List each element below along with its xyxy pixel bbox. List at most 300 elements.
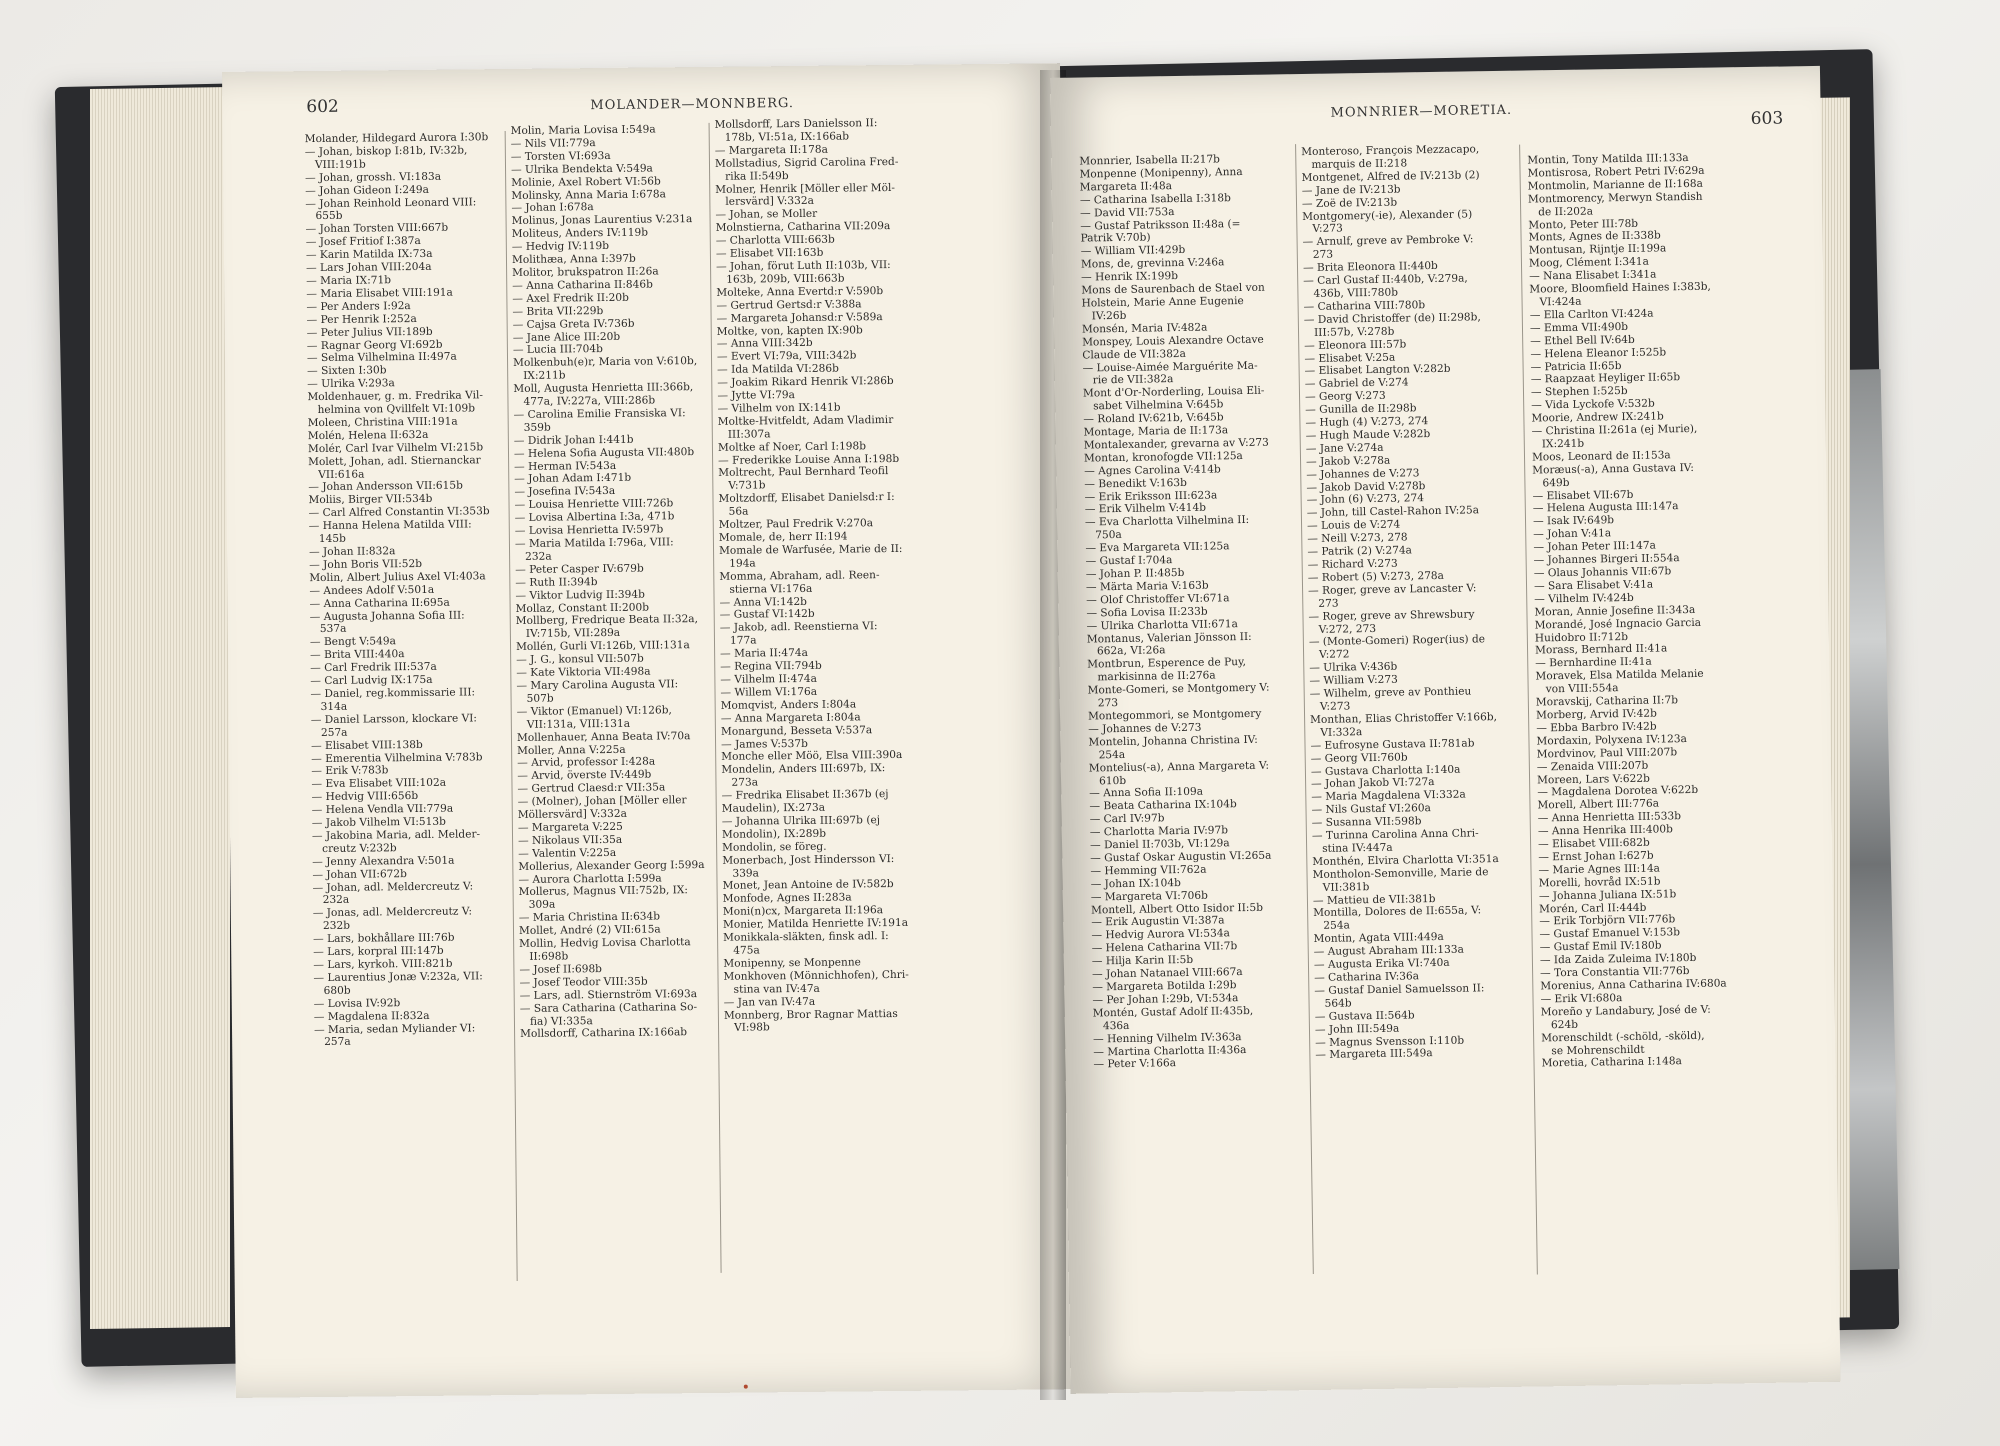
- index-entry: — Emma VII:490b: [1529, 320, 1629, 335]
- index-entry: Mondolin, se föreg.: [722, 840, 827, 854]
- index-entry: — Daniel Larsson, klockare VI:: [310, 712, 478, 726]
- index-entry: — Bernhardine II:41a: [1535, 655, 1652, 670]
- index-entry: — Daniel II:703b, VI:129a: [1089, 837, 1230, 852]
- index-entry: III:57b, V:278b: [1313, 325, 1395, 339]
- index-entry: Mordaxin, Polyxena IV:123a: [1536, 732, 1687, 748]
- index-entry: 194a: [729, 557, 756, 570]
- index-entry: Monet, Jean Antoine de IV:582b: [722, 878, 894, 893]
- index-entry: — Margareta Johansd:r V:589a: [716, 310, 883, 325]
- index-entry: — Stephen I:525b: [1530, 385, 1628, 399]
- index-entry: stina IV:447a: [1322, 841, 1393, 855]
- index-entry: 178b, VI:51a, IX:166ab: [724, 130, 850, 144]
- index-entry: — Axel Fredrik II:20b: [512, 291, 629, 305]
- index-entry: 177a: [729, 634, 757, 647]
- index-entry: Molkenbuh(e)r, Maria von V:610b,: [513, 355, 698, 370]
- index-entry: — Elisabet VIII:138b: [310, 738, 423, 752]
- index-entry: Moldenhauer, g. m. Fredrika Vil-: [307, 389, 483, 404]
- index-entry: — Jytte VI:79a: [717, 389, 796, 402]
- index-entry: Monteroso, François Mezzacapo,: [1301, 143, 1480, 159]
- index-entry: Montmolin, Marianne de II:168a: [1527, 177, 1704, 193]
- index-entry: — Elisabet V:25a: [1304, 351, 1396, 365]
- index-entry: Moltke, von, kapten IX:90b: [716, 323, 863, 338]
- index-entry: — Lars, bokhållare III:76b: [313, 931, 455, 946]
- index-entry: rika II:549b: [725, 169, 789, 183]
- index-entry: — Margareta Botilda I:29b: [1092, 979, 1237, 994]
- index-entry: — Vilhelm IV:424b: [1534, 591, 1634, 606]
- index-entry: — Elisabet VII:163b: [715, 246, 824, 260]
- index-entry: — Helena Sofia Augusta VII:480b: [513, 445, 695, 460]
- index-entry: V:273: [1319, 700, 1351, 713]
- index-entry: — Anna Henrietta III:533b: [1537, 810, 1682, 825]
- index-entry: — Maria Matilda I:796a, VIII:: [514, 536, 674, 550]
- index-entry: — Gustaf I:704a: [1085, 554, 1173, 568]
- index-entry: — Gustava II:564b: [1314, 1009, 1415, 1023]
- index-entry: Momale de Warfusée, Marie de II:: [718, 542, 903, 557]
- index-entry: — Willem VI:176a: [720, 685, 818, 699]
- index-entry: Moræus(-a), Anna Gustava IV:: [1532, 461, 1694, 477]
- index-entry: — Andees Adolf V:501a: [309, 583, 435, 597]
- index-entry: Mollaz, Constant II:200b: [515, 601, 650, 615]
- index-entry: — Joakim Rikard Henrik VI:286b: [717, 375, 894, 389]
- index-entry: — Vida Lyckofe V:532b: [1531, 397, 1655, 412]
- index-entry: 273a: [731, 776, 759, 789]
- index-entry: — Johan VII:672b: [312, 867, 407, 881]
- index-entry: — Robert (5) V:273, 278a: [1307, 569, 1445, 584]
- index-entry: — Ulrika V:436b: [1309, 660, 1398, 675]
- index-entry: Moreen, Lars V:622b: [1536, 772, 1650, 786]
- index-entry: Montelin, Johanna Christina IV:: [1088, 733, 1258, 749]
- index-entry: 232b: [322, 919, 351, 933]
- index-entry: — Ernst Johan I:627b: [1538, 849, 1654, 864]
- index-entry: Monto, Peter III:78b: [1528, 217, 1639, 232]
- index-entry: — Carl Fredrik III:537a: [310, 660, 437, 675]
- index-entry: Mollén, Gurli VI:126b, VIII:131a: [515, 639, 690, 654]
- index-entry: Moltke-Hvitfeldt, Adam Vladimir: [717, 413, 894, 428]
- index-entry: — Elisabet VII:67b: [1532, 488, 1634, 503]
- index-entry: Montegommori, se Montgomery: [1087, 707, 1262, 723]
- index-entry: — (Monte-Gomeri) Roger(ius) de: [1308, 633, 1486, 649]
- index-entry: — Maria IX:71b: [306, 274, 392, 288]
- index-entry: Moliis, Birger VII:534b: [308, 493, 433, 507]
- index-entry: — Catharina Isabella I:318b: [1079, 191, 1231, 207]
- index-entry: — Raapzaat Heyliger II:65b: [1530, 371, 1681, 386]
- index-entry: — Olaus Johannis VII:67b: [1533, 565, 1672, 580]
- index-entry: Moravskij, Catharina II:7b: [1535, 694, 1679, 709]
- index-entry: — Magdalena Dorotea V:622b: [1537, 784, 1699, 799]
- index-entry: — Catharina VIII:780b: [1303, 299, 1426, 313]
- index-entry: — Gustaf Patriksson II:48a (=: [1080, 217, 1241, 233]
- index-entry: Mollstadius, Sigrid Carolina Fred-: [714, 155, 899, 170]
- index-entry: — Johan, se Moller: [715, 208, 818, 222]
- index-entry: — Lovisa IV:92b: [313, 996, 401, 1010]
- index-entry: — Mary Carolina Augusta VII:: [516, 678, 679, 692]
- index-entry: — Josef Teodor VIII:35b: [519, 975, 648, 989]
- index-entry: Montalexander, grevarna av V:273: [1083, 436, 1269, 452]
- index-entry: — Jane Alice III:20b: [512, 330, 621, 344]
- index-entry: — Hedvig IV:119b: [511, 240, 610, 254]
- index-entry: creutz V:232b: [322, 842, 397, 855]
- index-entry: — Per Johan I:29b, VI:534a: [1092, 992, 1239, 1007]
- index-entry: Montisrosa, Robert Petri IV:629a: [1527, 164, 1705, 180]
- index-entry: — Johan Andersson VII:615b: [308, 479, 463, 494]
- index-entry: — Hedvig Aurora VI:534a: [1091, 927, 1230, 942]
- index-entry: Montin, Agata VIII:449a: [1313, 931, 1444, 946]
- index-entry: — Martina Charlotta II:436a: [1093, 1043, 1247, 1058]
- index-entry: Morass, Bernhard II:41a: [1534, 642, 1668, 657]
- index-entry: — Brita Eleonora II:440b: [1302, 260, 1438, 275]
- index-entry: — Johannes Birgeri II:554a: [1533, 552, 1680, 567]
- index-entry: stierna VI:176a: [729, 582, 813, 596]
- index-entry: — Johan, adl. Meldercreutz V:: [312, 879, 474, 894]
- index-entry: 273: [1097, 697, 1119, 710]
- index-entry: — Johan Reinhold Leonard VIII:: [305, 195, 477, 210]
- index-entry: VIII:191b: [314, 158, 366, 171]
- index-entry: Moos, Leonard de II:153a: [1531, 449, 1671, 464]
- index-entry: — Gabriel de V:274: [1304, 376, 1409, 391]
- index-entry: — Margareta VI:706b: [1090, 889, 1208, 904]
- index-entry: Moltrecht, Paul Bernhard Teofil: [718, 465, 889, 480]
- index-entry: Monthan, Elias Christoffer V:166b,: [1310, 710, 1498, 726]
- index-entry: — August Abraham III:133a: [1313, 943, 1464, 959]
- index-entry: Margareta II:48a: [1079, 179, 1173, 194]
- index-entry: — Johan P. II:485b: [1085, 566, 1185, 581]
- index-entry: 339a: [732, 866, 760, 880]
- index-entry: V:272: [1319, 648, 1350, 662]
- index-entry: — Maria Elisabet VIII:191a: [306, 286, 453, 301]
- right-page: [1050, 66, 1841, 1394]
- index-entry: Möllersvärd] V:332a: [517, 807, 627, 821]
- index-entry: — Roger, greve av Lancaster V:: [1307, 582, 1477, 597]
- index-entry: — Selma Vilhelmina II:497a: [306, 350, 457, 365]
- index-entry: — Gunilla de II:298b: [1305, 402, 1417, 417]
- index-entry: — Hugh Maude V:282b: [1305, 428, 1431, 442]
- index-entry: — Gertrud Gertsd:r V:388a: [716, 298, 862, 312]
- index-entry: Mordvinov, Paul VIII:207b: [1536, 745, 1678, 761]
- index-entry: — Brita VII:229b: [512, 304, 604, 318]
- index-entry: 436a: [1102, 1019, 1130, 1033]
- index-entry: — Johan Natanael VIII:667a: [1091, 966, 1243, 981]
- index-entry: Monthén, Elvira Charlotta VI:351a: [1312, 852, 1499, 868]
- index-entry: — David VII:753a: [1080, 205, 1175, 220]
- index-entry: IX:211b: [523, 369, 566, 383]
- index-entry: Momma, Abraham, adl. Reen-: [719, 568, 880, 583]
- index-entry: Moog, Clément I:341a: [1528, 255, 1649, 270]
- index-entry: Moltzer, Paul Fredrik V:270a: [718, 517, 874, 531]
- index-entry: 273: [1312, 248, 1334, 262]
- index-entry: Monikkala-släkten, finsk adl. I:: [723, 930, 889, 944]
- index-entry: — Sofia Lovisa II:233b: [1086, 605, 1208, 620]
- index-entry: — (Molner), Johan [Möller eller: [517, 794, 687, 809]
- index-entry: 232a: [525, 550, 552, 563]
- index-entry: Moravek, Elsa Matilda Melanie: [1535, 668, 1704, 683]
- index-entry: Mons, de, grevinna V:246a: [1080, 256, 1225, 271]
- index-entry: Mollsdorff, Lars Danielsson II:: [714, 117, 878, 131]
- index-entry: Montage, Maria de II:173a: [1083, 424, 1229, 439]
- index-entry: — Charlotta Maria IV:97b: [1089, 824, 1229, 839]
- index-entry: — Didrik Johan I:441b: [513, 433, 634, 447]
- index-entry: — Maria Christina II:634b: [518, 910, 661, 925]
- index-entry: Moorie, Andrew IX:241b: [1531, 410, 1664, 425]
- index-entry: Molitor, brukspatron II:26a: [512, 265, 659, 279]
- index-entry: 564b: [1324, 997, 1352, 1010]
- index-entry: Molnstierna, Catharina VII:209a: [715, 220, 891, 235]
- index-entry: — Per Anders I:92a: [306, 299, 411, 313]
- index-entry: Mollsdorff, Catharina IX:166ab: [520, 1026, 688, 1041]
- index-entry: — Anna VIII:342b: [716, 337, 813, 351]
- index-entry: — John III:549a: [1314, 1022, 1400, 1036]
- index-entry: Molin, Maria Lovisa I:549a: [510, 123, 656, 137]
- index-entry: Molér, Carl Ivar Vilhelm VI:215b: [307, 441, 484, 455]
- index-entry: — Märta Maria V:163b: [1085, 579, 1209, 594]
- index-entry: 257a: [320, 726, 348, 739]
- index-entry: — Magdalena II:832a: [313, 1009, 430, 1023]
- index-entry: — Nana Elisabet I:341a: [1529, 268, 1657, 283]
- index-entry: — John, till Castel-Rahon IV:25a: [1306, 504, 1480, 520]
- index-entry: Morandé, José Ingnacio Garcia: [1534, 616, 1702, 632]
- index-entry: — Laurentius Jonæ V:232a, VII:: [313, 970, 483, 984]
- index-entry: II:698b: [529, 950, 569, 963]
- index-entry: Molithæa, Anna I:397b: [511, 252, 636, 267]
- running-header: MOLANDER—MONNBERG.: [590, 96, 795, 114]
- index-entry: — Louisa Henriette VIII:726b: [514, 497, 674, 512]
- index-entry: Mollerus, Magnus VII:752b, IX:: [518, 884, 689, 899]
- index-entry: — Wilhelm, greve av Ponthieu: [1309, 685, 1472, 701]
- index-entry: Molett, Johan, adl. Stiernanckar: [308, 453, 481, 468]
- index-entry: Moll, Augusta Henrietta III:366b,: [513, 381, 694, 396]
- index-entry: — Louis de V:274: [1306, 518, 1401, 533]
- index-entry: — Lars Johan VIII:204a: [305, 260, 432, 275]
- index-entry: — Lars, korpral III:147b: [313, 944, 444, 959]
- index-entry: Moreño y Landabury, José de V:: [1540, 1003, 1711, 1019]
- index-entry: Montusan, Rijntje II:199a: [1528, 242, 1667, 257]
- page-edges-left: [90, 87, 230, 1329]
- index-entry: — Herman IV:543a: [514, 459, 617, 473]
- index-entry: — Gustava Charlotta I:140a: [1310, 763, 1461, 778]
- index-entry: se Mohrenschildt: [1551, 1043, 1645, 1057]
- index-entry: Moltzdorff, Elisabet Danielsd:r I:: [718, 491, 895, 506]
- index-entry: — Anna VI:142b: [719, 595, 807, 609]
- index-entry: — Henrik IX:199b: [1081, 270, 1179, 284]
- index-entry: VI:424a: [1539, 295, 1582, 309]
- index-entry: — Nils VII:779a: [510, 136, 596, 150]
- index-entry: — Aurora Charlotta I:599a: [518, 872, 662, 886]
- index-entry: — Sara Elisabet V:41a: [1533, 578, 1654, 593]
- index-entry: Mollet, André (2) VII:615a: [518, 923, 661, 938]
- index-entry: — Ruth II:394b: [515, 575, 598, 589]
- index-entry: — Maria II:474a: [720, 647, 808, 660]
- index-entry: — Johan, grossh. VI:183a: [305, 170, 442, 184]
- index-entry: — Carl IV:97b: [1089, 812, 1165, 826]
- index-entry: — Richard V:273: [1307, 557, 1398, 572]
- index-entry: fia) VI:335a: [529, 1014, 593, 1028]
- index-entry: — Mattieu de VII:381b: [1312, 892, 1436, 907]
- index-entry: — Viktor (Emanuel) VI:126b,: [516, 704, 672, 718]
- index-entry: — Kate Viktoria VII:498a: [516, 665, 651, 680]
- index-entry: — Erik Torbjörn VII:776b: [1539, 913, 1676, 928]
- index-entry: 680b: [323, 984, 351, 997]
- index-entry: — Eva Elisabet VIII:102a: [311, 777, 447, 791]
- index-entry: Monsén, Maria IV:482a: [1081, 321, 1208, 336]
- index-entry: — Carolina Emilie Fransiska VI:: [513, 407, 686, 421]
- index-entry: Holstein, Marie Anne Eugenie: [1081, 294, 1244, 310]
- index-entry: III:307a: [727, 428, 771, 441]
- index-entry: — Zenaida VIII:207b: [1536, 759, 1649, 774]
- index-entry: — Brita VIII:440a: [310, 648, 405, 662]
- index-entry: — Zoë de IV:213b: [1301, 196, 1398, 210]
- index-entry: — Tora Constantia VII:776b: [1540, 965, 1690, 980]
- index-entry: 145b: [318, 532, 346, 546]
- index-entry: de II:202a: [1538, 205, 1594, 218]
- index-entry: — Eva Margareta VII:125a: [1085, 540, 1230, 555]
- index-entry: Mollberg, Fredrique Beata II:32a,: [515, 613, 699, 628]
- index-entry: Morenschildt (-schöld, -sköld),: [1541, 1029, 1705, 1045]
- index-entry: — Susanna VII:598b: [1311, 815, 1422, 830]
- index-entry: — Regina VII:794b: [720, 659, 822, 673]
- index-entry: — Jakob David V:278b: [1306, 479, 1426, 494]
- index-entry: — Hugh (4) V:273, 274: [1305, 415, 1429, 430]
- index-entry: — Johannes de V:273: [1088, 721, 1202, 736]
- index-entry: — William V:273: [1309, 673, 1398, 688]
- index-entry: Monnrier, Isabella II:217b: [1079, 153, 1221, 168]
- index-entry: — Lucia III:704b: [512, 343, 603, 357]
- index-entry: — Augusta Johanna Sofia III:: [309, 609, 465, 623]
- index-entry: — Patrik (2) V:274a: [1307, 544, 1413, 559]
- index-entry: VII:131a, VIII:131a: [526, 717, 631, 731]
- index-entry: — Emerentia Vilhelmina V:783b: [311, 750, 483, 765]
- index-entry: — Jakob Vilhelm VI:513b: [311, 815, 446, 830]
- index-entry: — Per Henrik I:252a: [306, 312, 417, 326]
- index-entry: — Elisabet VIII:682b: [1538, 836, 1650, 851]
- index-entry: — Helena Vendla VII:779a: [311, 802, 454, 817]
- index-entry: Montilla, Dolores de II:655a, V:: [1313, 904, 1482, 920]
- index-entry: — Johan Peter III:147a: [1533, 539, 1656, 554]
- index-entry: — Turinna Carolina Anna Chri-: [1311, 827, 1479, 843]
- index-entry: — Sara Catharina (Catharina So-: [519, 1000, 698, 1015]
- index-entry: markisinna de II:276a: [1097, 669, 1216, 684]
- index-entry: — Valentin V:225a: [518, 846, 617, 860]
- index-entry: — Fredrika Elisabet II:367b (ej: [721, 788, 889, 802]
- running-header: MONNRIER—MORETIA.: [1330, 102, 1513, 121]
- index-entry: — Johannes de V:273: [1306, 466, 1420, 481]
- index-entry: — John (6) V:273, 274: [1306, 492, 1425, 507]
- index-entry: — Hanna Helena Matilda VIII:: [308, 518, 472, 533]
- index-entry: — Erik Augustin VI:387a: [1091, 914, 1225, 929]
- index-entry: Moltke af Noer, Carl I:198b: [717, 439, 867, 454]
- index-entry: — Erik Vilhelm V:414b: [1084, 502, 1207, 516]
- index-entry: Claude de VII:382a: [1082, 347, 1187, 362]
- index-entry: VII:616a: [318, 468, 365, 481]
- index-entry: 475a: [733, 944, 760, 957]
- index-entry: — Anna Catharina II:695a: [309, 596, 450, 610]
- index-entry: — Erik VI:680a: [1540, 992, 1623, 1006]
- index-entry: 359b: [523, 421, 551, 434]
- index-column-2: [511, 123, 721, 1041]
- index-entry: — Helena Eleanor I:525b: [1530, 345, 1667, 361]
- index-entry: Molin, Albert Julius Axel VI:403a: [309, 570, 486, 584]
- index-entry: — Vilhelm II:474a: [720, 672, 818, 686]
- index-entry: Molén, Helena II:632a: [307, 428, 429, 442]
- index-entry: — Gustaf Daniel Samuelsson II:: [1314, 982, 1485, 997]
- index-entry: Molteke, Anna Evertd:r V:590b: [716, 284, 884, 299]
- index-entry: Monerbach, Jost Hindersson VI:: [722, 852, 895, 867]
- index-entry: — Johan, biskop I:81b, IV:32b,: [304, 144, 468, 159]
- index-entry: Montanus, Valerian Jönsson II:: [1086, 630, 1252, 646]
- index-entry: Morell, Albert III:776a: [1537, 797, 1660, 812]
- index-entry: Montholon-Semonville, Marie de: [1312, 865, 1489, 881]
- index-entry: — James V:537b: [721, 737, 808, 751]
- index-entry: — Olof Christoffer VI:671a: [1086, 592, 1230, 607]
- index-entry: — J. G., konsul VII:507b: [516, 652, 644, 667]
- index-entry: — Marie Agnes III:14a: [1538, 862, 1661, 877]
- index-entry: — Johanna Ulrika III:697b (ej: [721, 814, 881, 828]
- index-entry: — Ida Zaida Zuleima IV:180b: [1539, 952, 1697, 967]
- index-entry: Maudelin), IX:273a: [721, 801, 826, 815]
- index-entry: Morén, Carl II:444b: [1539, 901, 1647, 915]
- index-entry: — Margareta II:178a: [714, 143, 828, 157]
- index-entry: Mollerius, Alexander Georg I:599a: [518, 858, 705, 873]
- index-entry: — Jenny Alexandra V:501a: [312, 854, 455, 868]
- index-entry: — Frederikke Louise Anna I:198b: [718, 452, 900, 467]
- index-entry: 257a: [324, 1036, 351, 1049]
- index-entry: — Maria Magdalena VI:332a: [1311, 788, 1466, 804]
- index-entry: — Vilhelm von IX:141b: [717, 401, 841, 415]
- index-entry: — Gertrud Claesd:r VII:35a: [517, 781, 666, 796]
- index-entry: — Johan I:678a: [511, 201, 594, 215]
- index-entry: 477a, IV:227a, VIII:286b: [523, 394, 656, 408]
- index-entry: — Josef II:698b: [519, 962, 603, 976]
- index-entry: — Agnes Carolina V:414b: [1084, 463, 1221, 478]
- index-entry: Morberg, Arvid IV:42b: [1535, 707, 1657, 722]
- index-entry: — Josef Fritiof I:387a: [305, 235, 421, 249]
- index-entry: IV:26b: [1091, 309, 1127, 323]
- index-entry: Montell, Albert Otto Isidor II:5b: [1090, 901, 1264, 917]
- index-entry: Momqvist, Anders I:804a: [720, 698, 857, 712]
- index-entry: — Ragnar Georg VI:692b: [306, 338, 443, 352]
- index-entry: Momale, de, herr II:194: [718, 530, 848, 544]
- index-entry: — Anna Henrika III:400b: [1537, 823, 1673, 838]
- index-entry: — Augusta Erika VI:740a: [1313, 956, 1450, 972]
- index-entry: 537a: [319, 623, 347, 636]
- index-entry: — Lars, kyrkoh. VIII:821b: [313, 957, 453, 972]
- index-entry: 436b, VIII:780b: [1313, 286, 1399, 300]
- index-entry: von VIII:554a: [1545, 682, 1619, 696]
- index-entry: — Eleonora III:57b: [1304, 338, 1407, 352]
- index-entry: — Arvid, överste IV:449b: [517, 768, 652, 783]
- index-entry: Moleen, Christina VIII:191a: [307, 415, 458, 430]
- index-entry: Monier, Matilda Henriette IV:191a: [722, 917, 909, 931]
- index-column-1: [1079, 152, 1307, 1072]
- index-entry: — Hemming VII:762a: [1090, 863, 1207, 878]
- index-entry: Huidobro II:712b: [1534, 630, 1629, 644]
- index-entry: — Johan V:41a: [1533, 527, 1612, 541]
- index-entry: V:272, 273: [1318, 622, 1377, 636]
- index-entry: — Viktor Ludvig II:394b: [515, 588, 645, 602]
- index-entry: 254a: [1098, 748, 1126, 762]
- index-entry: — Isak IV:649b: [1532, 514, 1615, 528]
- index-entry: rie de VII:382a: [1092, 373, 1174, 387]
- index-entry: — Ella Carlton VI:424a: [1529, 307, 1654, 322]
- index-entry: Montgomery(-ie), Alexander (5): [1302, 207, 1473, 223]
- index-entry: 56a: [728, 505, 749, 518]
- index-entry: lersvärd] V:332a: [725, 195, 814, 209]
- index-column-3: [715, 117, 925, 1035]
- index-entry: 273: [1318, 597, 1339, 610]
- index-entry: — Johan Jakob VI:727a: [1311, 776, 1435, 791]
- index-entry: — Gustaf Emanuel V:153b: [1539, 926, 1681, 941]
- index-entry: VI:332a: [1320, 725, 1363, 739]
- index-entry: — Anna Sofia II:109a: [1089, 786, 1204, 800]
- index-entry: Montén, Gustaf Adolf II:435b,: [1092, 1004, 1254, 1020]
